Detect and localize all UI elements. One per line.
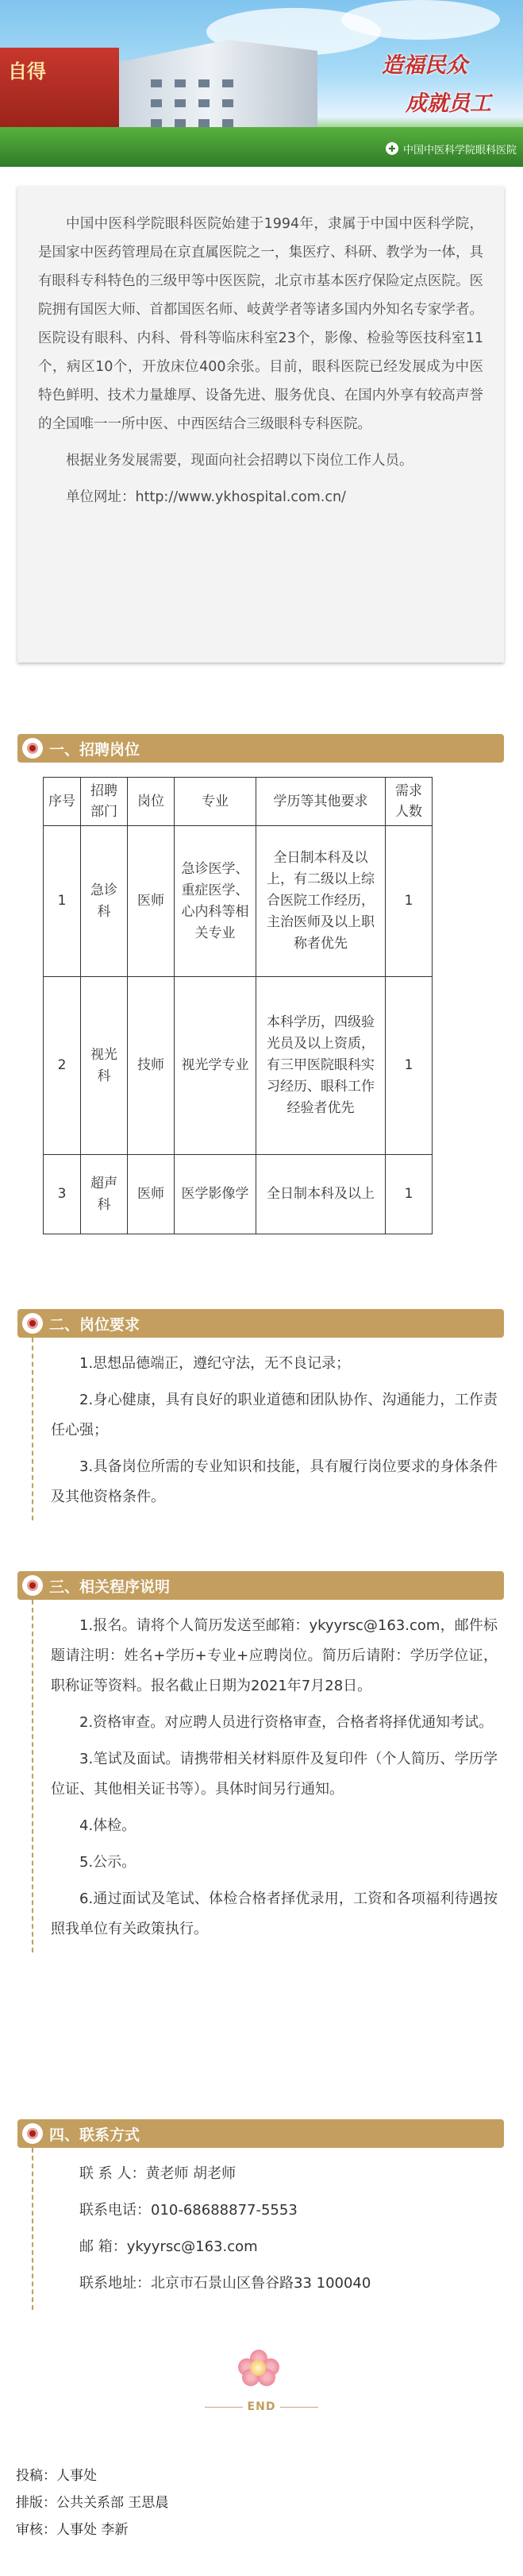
table-header-cell: 需求人数 xyxy=(386,778,433,826)
requirements-list xyxy=(32,1338,504,1520)
table-header-cell: 学历等其他要求 xyxy=(256,778,386,826)
section-dot-icon xyxy=(22,738,43,759)
table-cell: 技师 xyxy=(128,977,175,1155)
table-cell: 1 xyxy=(44,826,81,977)
requirement-item: 1.思想品德端正，遵纪守法，无不良记录； xyxy=(79,1355,351,1372)
table-cell: 医师 xyxy=(128,1155,175,1234)
banner-brand xyxy=(386,140,517,157)
table-header-row xyxy=(44,778,433,826)
contact-list xyxy=(32,2148,504,2310)
hospital-logo-icon: ✚ xyxy=(386,142,398,155)
table-cell: 全日制本科及以上 xyxy=(256,1155,386,1234)
table-cell: 医学影像学 xyxy=(175,1155,256,1234)
table-cell: 本科学历，四级验光员及以上资质，有三甲医院眼科实习经历、眼科工作经验者优先 xyxy=(256,977,386,1155)
procedure-item: 3.笔试及面试。请携带相关材料原件及复印件（个人简历、学历学位证、其他相关证书等）。具体时间另行通知。 xyxy=(51,1751,498,1798)
website-line[interactable]: 单位网址：http://www.ykhospital.com.cn/ xyxy=(66,489,346,505)
procedure-item: 2.资格审查。对应聘人员进行资格审查，合格者将择优通知考试。 xyxy=(79,1714,494,1731)
procedure-item: 1.报名。请将个人简历发送至邮箱：ykyyrsc@163.com，邮件标题请注明：姓名+学历+专业+应聘岗位。简历后请附：学历学位证，职称证等资料。报名截止日期为2021年7月28日。 xyxy=(51,1617,498,1694)
cloud-shape xyxy=(341,0,500,40)
contact-person: 联 系 人：黄老师 胡老师 xyxy=(79,2165,237,2182)
procedure-item: 5.公示。 xyxy=(79,1854,137,1871)
table-cell: 医师 xyxy=(128,826,175,977)
table-cell: 2 xyxy=(44,977,81,1155)
table-cell: 急诊医学、重症医学、心内科等相关专业 xyxy=(175,826,256,977)
intro-card xyxy=(17,186,504,662)
banner-slogan-1: 造福民众 xyxy=(382,53,467,78)
divider-rule xyxy=(280,2407,318,2408)
table-row xyxy=(44,977,433,1155)
table-cell: 1 xyxy=(386,977,433,1155)
banner-brand-name: 中国中医科学院眼科医院 xyxy=(402,144,517,156)
table-header-cell: 专业 xyxy=(175,778,256,826)
credits xyxy=(16,2462,168,2543)
banner-slogan-2: 成就员工 xyxy=(406,91,491,116)
contact-email[interactable]: 邮 箱：ykyyrsc@163.com xyxy=(79,2238,258,2255)
procedure-item: 6.通过面试及笔试、体检合格者择优录用，工资和各项福利待遇按照我单位有关政策执行。 xyxy=(51,1890,498,1937)
header-banner xyxy=(0,0,523,167)
table-cell: 全日制本科及以上，有二级以上综合医院工作经历，主治医师及以上职称者优先 xyxy=(256,826,386,977)
section-title: 二、岗位要求 xyxy=(49,1315,140,1334)
section-dot-icon xyxy=(22,1313,43,1334)
table-cell: 超声科 xyxy=(81,1155,128,1234)
requirement-item: 2.身心健康，具有良好的职业道德和团队协作、沟通能力，工作责任心强； xyxy=(51,1392,498,1439)
credit-line: 审核：人事处 李新 xyxy=(16,2522,129,2538)
section-title: 三、相关程序说明 xyxy=(49,1578,171,1596)
contact-phone[interactable]: 联系电话：010-68688877-5553 xyxy=(79,2202,298,2219)
table-cell: 3 xyxy=(44,1155,81,1234)
intro-paragraph: 中国中医科学院眼科医院始建于1994年，隶属于中国中医科学院，是国家中医药管理局在京直属医院之一，集医疗、科研、教学为一体，具有眼科专科特色的三级甲等中医医院，北京市基本医疗保险定点医院。医院拥有国医大师、首都国医名师、岐黄学者等诸多国内外知名专家学者。医院设有眼科、内科、骨科等临床科室23个，影像、检验等医技科室11个，病区10个，开放床位400余张。目前，眼科医院已经发展成为中医特色鲜明、技术力量雄厚、设备先进、服务优良、在国内外享有较高声誉的全国唯一一所中医、中西医结合三级眼科专科医院。 xyxy=(38,216,483,432)
contact-address: 联系地址：北京市石景山区鲁谷路33 100040 xyxy=(79,2275,371,2292)
table-header-cell: 岗位 xyxy=(128,778,175,826)
section-heading xyxy=(17,1309,504,1338)
table-header-cell: 序号 xyxy=(44,778,81,826)
table-cell: 视光学专业 xyxy=(175,977,256,1155)
section-contact xyxy=(17,2119,504,2310)
section-procedure xyxy=(17,1571,504,1952)
end-divider xyxy=(0,2399,523,2415)
requirement-item: 3.具备岗位所需的专业知识和技能，具有履行岗位要求的身体条件及其他资格条件。 xyxy=(51,1458,498,1505)
section-heading xyxy=(17,2119,504,2148)
section-dot-icon xyxy=(22,1575,43,1596)
credit-line: 排版：公共关系部 王思晨 xyxy=(16,2495,169,2511)
table-cell: 1 xyxy=(386,826,433,977)
banner-sign-text: 自得 xyxy=(8,60,46,83)
flower-icon xyxy=(238,2350,279,2386)
section-heading xyxy=(17,1571,504,1600)
procedure-list xyxy=(32,1600,504,1952)
table-header-cell: 招聘部门 xyxy=(81,778,128,826)
section-positions xyxy=(17,734,504,1234)
jobs-table xyxy=(43,777,433,1234)
table-cell: 急诊科 xyxy=(81,826,128,977)
table-cell: 视光科 xyxy=(81,977,128,1155)
section-requirements xyxy=(17,1309,504,1520)
section-dot-icon xyxy=(22,2123,43,2144)
table-cell: 1 xyxy=(386,1155,433,1234)
section-title: 一、招聘岗位 xyxy=(49,740,140,759)
divider-rule xyxy=(205,2407,243,2408)
intro-paragraph: 根据业务发展需要，现面向社会招聘以下岗位工作人员。 xyxy=(66,453,413,469)
credit-line: 投稿：人事处 xyxy=(16,2468,97,2484)
section-title: 四、联系方式 xyxy=(49,2126,140,2144)
end-text: END xyxy=(247,2400,276,2413)
table-row xyxy=(44,1155,433,1234)
table-row xyxy=(44,826,433,977)
section-heading xyxy=(17,734,504,763)
procedure-item: 4.体检。 xyxy=(79,1817,137,1834)
